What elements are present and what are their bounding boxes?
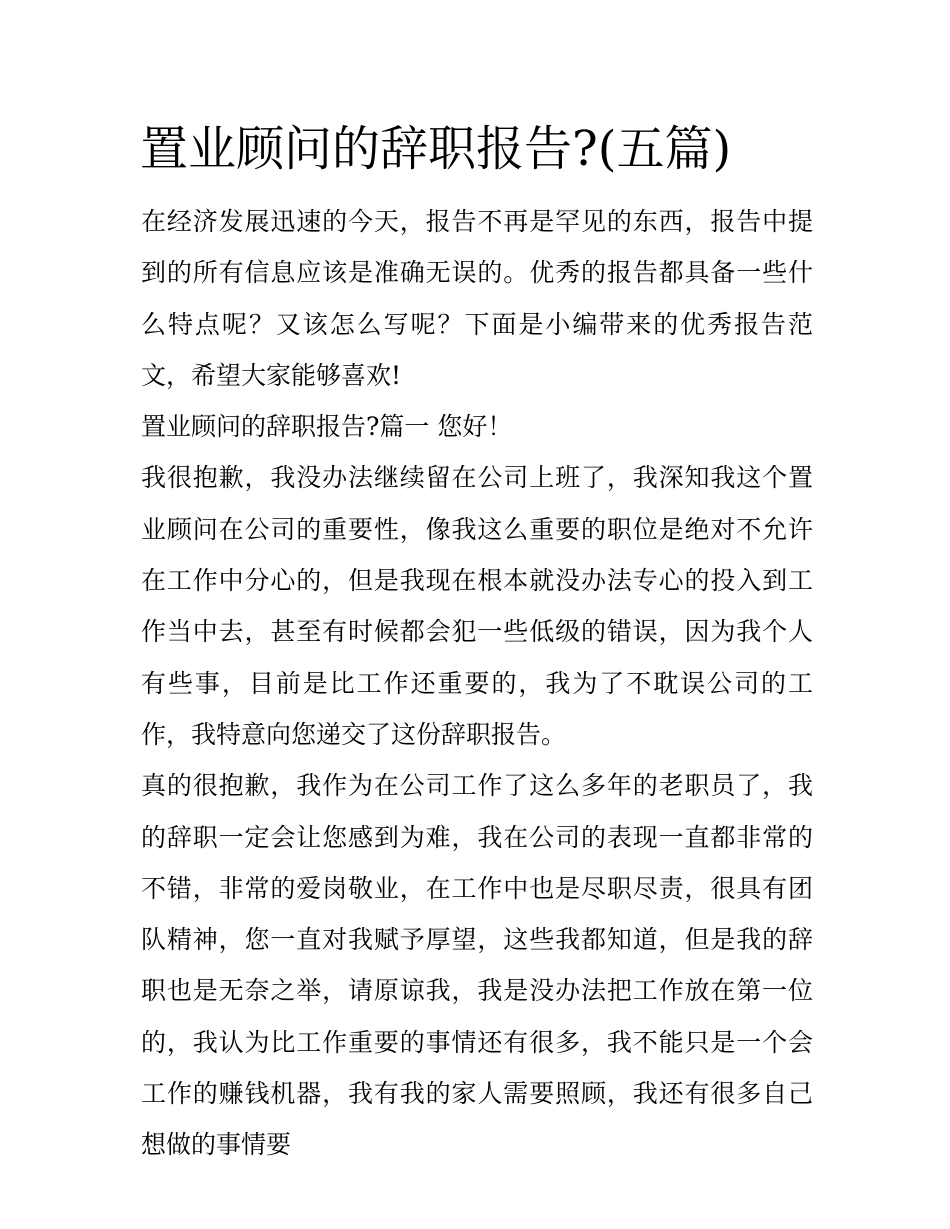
body-paragraph-1: 我很抱歉，我没办法继续留在公司上班了，我深知我这个置业顾问在公司的重要性，像我这么重要的职位是绝对不允许在工作中分心的，但是我现在根本就没办法专心的投入到工作当中去，甚至有时候都会犯一些低级的错误，因为我个人有些事，目前是比工作还重要的，我为了不耽误公司的工作，我特意向您递交了这份辞职报告。 [141,463,813,749]
section-heading-paragraph: 置业顾问的辞职报告?篇一 您好！ [141,412,513,442]
body-paragraph-2: 真的很抱歉，我作为在公司工作了这么多年的老职员了，我的辞职一定会让您感到为难，我在公司的表现一直都非常的不错，非常的爱岗敬业，在工作中也是尽职尽责，很具有团队精神，您一直对我赋予厚望，这些我都知道，但是我的辞职也是无奈之举，请原谅我，我是没办法把工作放在第一位的，我认为比工作重要的事情还有很多，我不能只是一个会工作的赚钱机器，我有我的家人需要照顾，我还有很多自己想做的事情要 [141,771,813,1160]
document-title: 置业顾问的辞职报告?(五篇) [140,121,732,177]
document-body [141,196,813,1171]
intro-paragraph: 在经济发展迅速的今天，报告不再是罕见的东西，报告中提到的所有信息应该是准确无误的。优秀的报告都具备一些什么特点呢？又该怎么写呢？下面是小编带来的优秀报告范文，希望大家能够喜欢! [141,207,813,390]
